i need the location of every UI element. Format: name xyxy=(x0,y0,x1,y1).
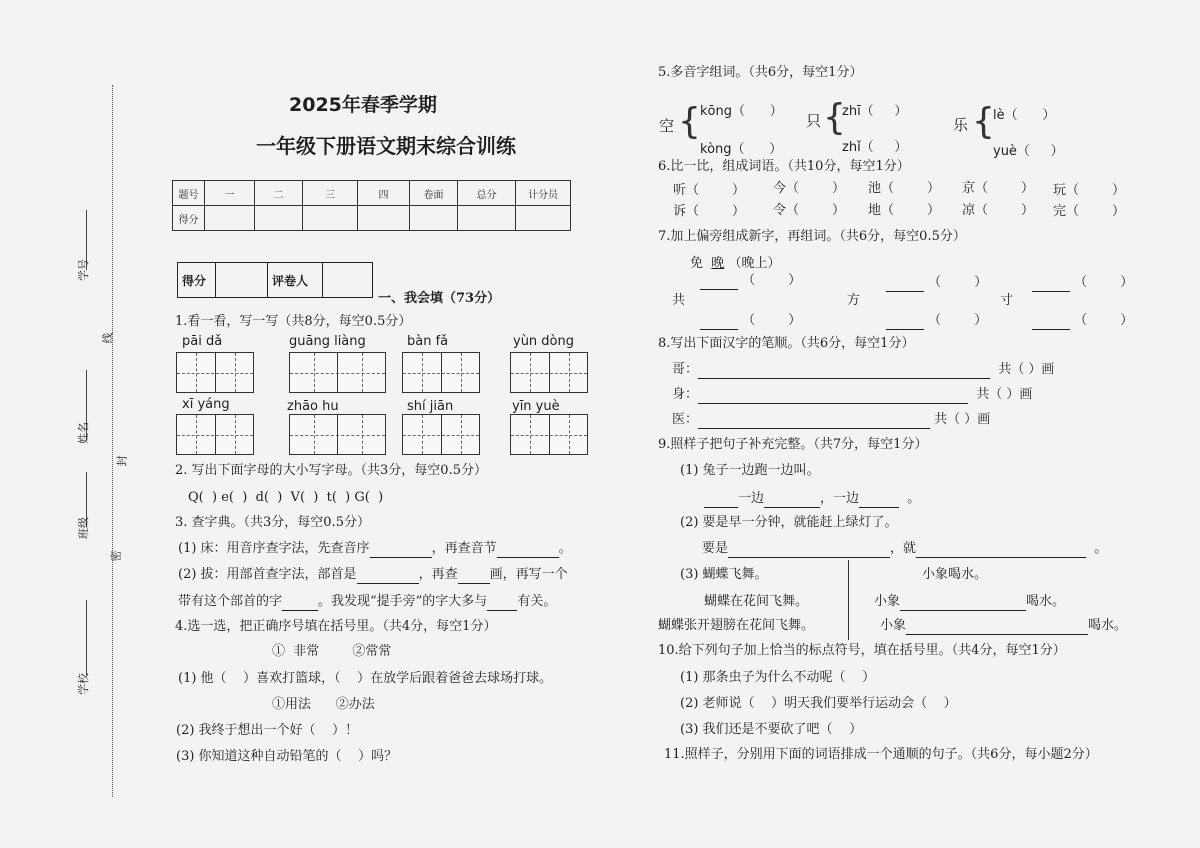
sidebar-label-student-id: 学号 xyxy=(77,259,90,281)
section-heading: 一、我会填（73分） xyxy=(378,291,501,306)
score-header-cell: 四 xyxy=(358,181,410,206)
grader-name-cell[interactable] xyxy=(323,263,373,298)
blank[interactable] xyxy=(704,494,738,508)
q9-fill1: 一边 ，一边 。 xyxy=(704,490,920,508)
score-cell[interactable] xyxy=(358,206,410,231)
sidebar-label-class: 班级 xyxy=(77,517,90,539)
q7-blank[interactable]: （ ） xyxy=(700,312,801,330)
writing-grid[interactable] xyxy=(402,352,480,393)
score-cell[interactable] xyxy=(205,206,255,231)
binding-dotted-line xyxy=(112,85,113,797)
q7-blank[interactable]: （ ） xyxy=(886,312,987,330)
writing-grid[interactable] xyxy=(289,352,386,393)
score-cell[interactable] xyxy=(516,206,571,231)
writing-grid[interactable] xyxy=(176,352,254,393)
writing-grid[interactable] xyxy=(289,414,386,455)
score-cell[interactable] xyxy=(458,206,516,231)
blank[interactable] xyxy=(357,570,419,584)
school-line xyxy=(86,600,87,675)
writing-grid[interactable] xyxy=(510,414,588,455)
brace-icon: { xyxy=(823,97,846,138)
q3-line1: (1) 床：用音序查字法，先查音序 ，再查音节 。 xyxy=(178,541,572,556)
q4-line1[interactable]: (1) 他（ ）喜欢打篮球，（ ）在放学后跟着爸爸去球场打球。 xyxy=(178,671,553,686)
q9-right2: 小象 喝水。 xyxy=(874,594,1066,609)
sidebar-label-secret: 密 xyxy=(109,550,123,562)
polyphone-char: 乐 xyxy=(953,116,969,134)
score-header-cell: 计分员 xyxy=(516,181,571,206)
q6-word-blank[interactable]: 诉（ ） xyxy=(673,204,746,219)
blank[interactable] xyxy=(497,544,559,558)
q7-blank[interactable]: （ ） xyxy=(700,272,801,290)
blank[interactable] xyxy=(370,544,432,558)
pinyin-word-blank[interactable]: yuè（ ） xyxy=(993,144,1064,159)
q7-instruction: 7.加上偏旁组成新字，再组词。（共6分，每空0.5分） xyxy=(658,229,966,244)
blank[interactable] xyxy=(764,494,820,508)
q7-blank[interactable]: （ ） xyxy=(886,274,987,292)
q6-word-blank[interactable]: 地（ ） xyxy=(868,203,941,218)
q9-divider xyxy=(848,560,849,640)
q8-row: 医： 共（ ）画 xyxy=(672,412,991,427)
q9-sentence3: (3) 蝴蝶飞舞。 xyxy=(680,567,768,582)
q3-instruction: 3. 查字典。（共3分，每空0.5分） xyxy=(175,515,370,530)
pinyin-label: guāng liàng xyxy=(289,334,366,349)
score-header-cell: 三 xyxy=(303,181,358,206)
q4-line3[interactable]: (3) 你知道这种自动铅笔的（ ）吗？ xyxy=(176,749,398,764)
q9-instruction: 9.照样子把句子补充完整。（共7分，每空1分） xyxy=(658,437,928,452)
blank[interactable] xyxy=(728,544,890,558)
q9-right3: 小象 喝水。 xyxy=(880,618,1128,633)
q7-char: 共 xyxy=(672,293,686,308)
pinyin-word-blank[interactable]: lè（ ） xyxy=(993,108,1056,123)
blank[interactable] xyxy=(916,544,1086,558)
q6-word-blank[interactable]: 完（ ） xyxy=(1053,204,1126,219)
q7-char: 寸 xyxy=(1000,293,1014,308)
q6-word-blank[interactable]: 玩（ ） xyxy=(1053,183,1126,198)
score-cell[interactable] xyxy=(255,206,303,231)
pinyin-word-blank[interactable]: zhī（ ） xyxy=(842,104,908,119)
score-header-cell: 总分 xyxy=(458,181,516,206)
q9-sentence3c: 蝴蝶张开翅膀在花间飞舞。 xyxy=(658,618,815,633)
q6-word-blank[interactable]: 听（ ） xyxy=(673,183,746,198)
blank[interactable] xyxy=(458,570,490,584)
score-header-cell: 一 xyxy=(205,181,255,206)
q9-sentence1: (1) 兔子一边跑一边叫。 xyxy=(680,463,820,478)
blank[interactable] xyxy=(487,597,517,611)
q2-letters[interactable]: Q( ) e( ) d( ) V( ) t( ) G( ) xyxy=(188,490,384,505)
q7-example: 免 晚 （晚上） xyxy=(690,256,781,271)
blank[interactable] xyxy=(282,597,318,611)
q6-word-blank[interactable]: 池（ ） xyxy=(868,181,941,196)
pinyin-label: yùn dòng xyxy=(513,334,575,349)
grader-label: 评卷人 xyxy=(268,263,323,298)
pinyin-label: xī yáng xyxy=(182,397,230,412)
pinyin-label: pāi dǎ xyxy=(182,334,223,349)
polyphone-char: 空 xyxy=(659,117,675,135)
writing-grid[interactable] xyxy=(176,414,254,455)
q6-word-blank[interactable]: 凉（ ） xyxy=(962,203,1035,218)
q4-options2: ①用法 ②办法 xyxy=(272,697,375,712)
sidebar-label-line: 线 xyxy=(101,332,115,344)
pinyin-label: zhāo hu xyxy=(287,399,339,414)
blank[interactable] xyxy=(859,494,899,508)
q6-word-blank[interactable]: 今（ ） xyxy=(773,181,846,196)
brace-icon: { xyxy=(678,101,701,142)
q9-sentence2: (2) 要是早一分钟，就能赶上绿灯了。 xyxy=(680,515,898,530)
q8-row: 身： 共（ ）画 xyxy=(672,387,1033,402)
q9-fill2: 要是 ，就 。 xyxy=(702,541,1108,556)
pinyin-word-blank[interactable]: zhǐ（ ） xyxy=(842,140,908,155)
score-table xyxy=(172,180,571,231)
q10-sentence[interactable]: (3) 我们还是不要砍了吧（ ） xyxy=(680,722,863,737)
blank[interactable] xyxy=(900,597,1026,611)
sidebar-label-seal: 封 xyxy=(115,455,129,467)
title-exam: 一年级下册语文期末综合训练 xyxy=(256,134,516,158)
q8-row: 哥： 共（ ）画 xyxy=(672,362,1055,377)
score-header-cell: 卷面 xyxy=(410,181,458,206)
title-semester: 2025年春季学期 xyxy=(289,94,437,116)
q2-instruction: 2. 写出下面字母的大小写字母。（共3分，每空0.5分） xyxy=(175,463,487,478)
stroke-order-blank[interactable] xyxy=(698,390,968,404)
score-row-label: 得分 xyxy=(173,206,205,231)
q3-line3: 带有这个部首的字 。我发现“提手旁”的字大多与 有关。 xyxy=(178,594,557,609)
pinyin-word-blank[interactable]: kōng（ ） xyxy=(700,104,783,119)
q10-sentence[interactable]: (2) 老师说（ ）明天我们要举行运动会（ ） xyxy=(680,696,957,711)
q4-line2[interactable]: (2) 我终于想出一个好（ ）！ xyxy=(176,723,359,738)
q4-instruction: 4.选一选，把正确序号填在括号里。（共4分，每空1分） xyxy=(175,619,497,634)
sidebar-label-school: 学校 xyxy=(77,673,90,695)
q10-instruction: 10.给下列句子加上恰当的标点符号，填在括号里。（共4分，每空1分） xyxy=(658,643,1066,658)
score-cell[interactable] xyxy=(303,206,358,231)
q7-blank[interactable]: （ ） xyxy=(1032,274,1133,292)
q6-word-blank[interactable]: 令（ ） xyxy=(773,203,846,218)
q8-instruction: 8.写出下面汉字的笔顺。（共6分，每空1分） xyxy=(658,336,915,351)
polyphone-char: 只 xyxy=(806,112,822,130)
q6-word-blank[interactable]: 京（ ） xyxy=(962,181,1035,196)
pinyin-label: shí jiān xyxy=(407,399,454,414)
q4-options1: ① 非常 ②常常 xyxy=(272,644,392,659)
grader-score-cell[interactable] xyxy=(216,263,268,298)
pinyin-label: yīn yuè xyxy=(512,399,560,414)
q9-sentence3b: 蝴蝶在花间飞舞。 xyxy=(704,594,809,609)
q7-blank[interactable]: （ ） xyxy=(1032,312,1133,330)
grader-box xyxy=(177,262,373,298)
writing-grid[interactable] xyxy=(510,352,588,393)
writing-grid[interactable] xyxy=(402,414,480,455)
q1-instruction: 1.看一看，写一写（共8分，每空0.5分） xyxy=(175,314,412,329)
q7-char: 方 xyxy=(847,293,861,308)
score-cell[interactable] xyxy=(410,206,458,231)
q3-line2: (2) 拔：用部首查字法，部首是 ，再查 画，再写一个 xyxy=(178,567,568,582)
blank[interactable] xyxy=(906,621,1088,635)
pinyin-label: bàn fǎ xyxy=(407,334,449,349)
score-header-cell: 二 xyxy=(255,181,303,206)
stroke-order-blank[interactable] xyxy=(698,365,990,379)
q10-sentence[interactable]: (1) 那条虫子为什么不动呢（ ） xyxy=(680,670,876,685)
score-header-cell: 题号 xyxy=(173,181,205,206)
stroke-order-blank[interactable] xyxy=(698,415,930,429)
brace-icon: { xyxy=(972,101,995,142)
pinyin-word-blank[interactable]: kòng（ ） xyxy=(700,142,783,157)
q6-instruction: 6.比一比，组成词语。（共10分，每空1分） xyxy=(658,159,910,174)
q9-right1: 小象喝水。 xyxy=(922,567,988,582)
q5-instruction: 5.多音字组词。（共6分，每空1分） xyxy=(658,65,863,80)
sidebar-label-name: 姓名 xyxy=(77,422,90,444)
q11-instruction: 11.照样子，分别用下面的词语排成一个通顺的句子。（共6分，每小题2分） xyxy=(664,747,1098,762)
grader-score-label: 得分 xyxy=(178,263,216,298)
